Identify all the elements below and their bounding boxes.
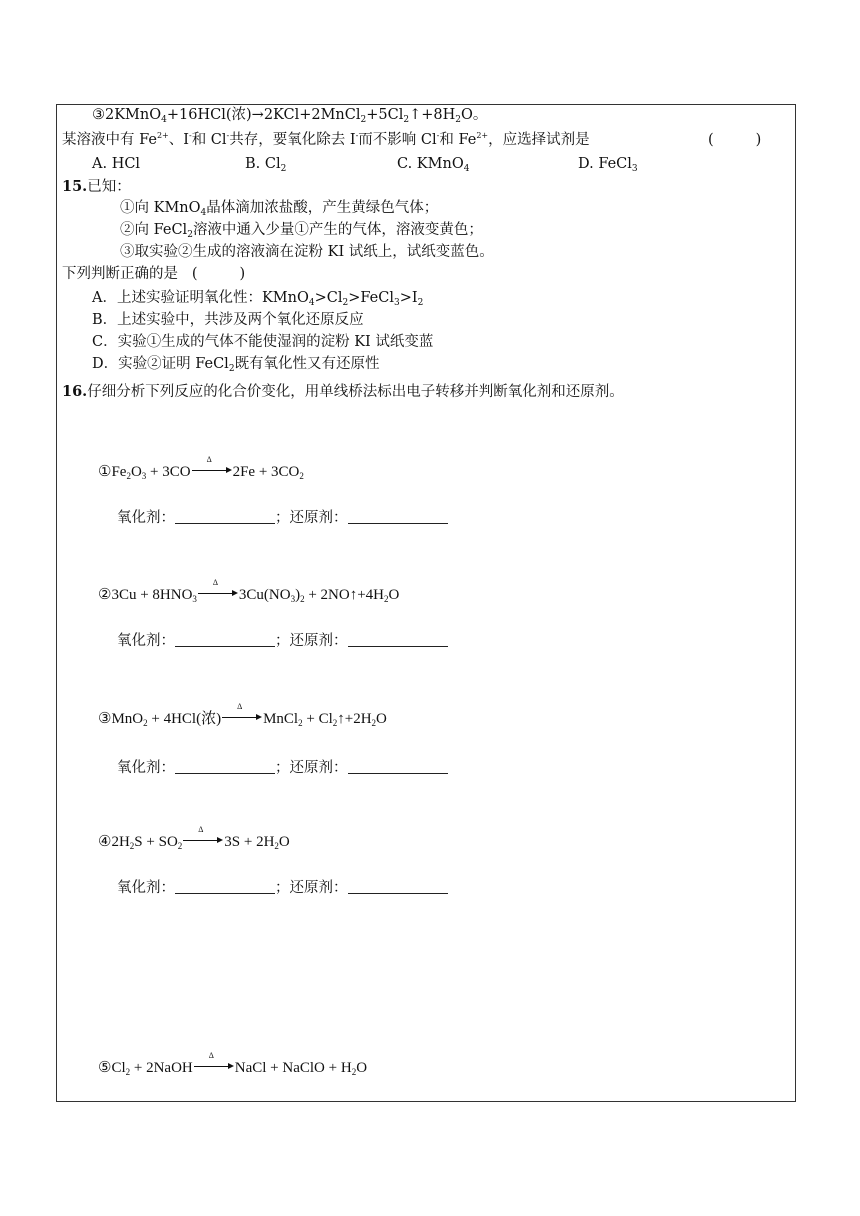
q14-option-b: B. $Cl_2$ <box>245 156 287 174</box>
q16-reaction-4: $④2H_2S + SO_2$ Δ $3S + 2H_2O$ <box>98 825 290 851</box>
q14-option-d: D. FeCl$_3$ <box>578 156 638 174</box>
q16-reaction-3: ③MnO$_2$ + 4HCl(浓) Δ MnCl$_2$ + $Cl_2↑+2H_2O$ <box>98 702 387 728</box>
reductant-blank-1[interactable] <box>348 509 448 524</box>
oxidant-blank-3[interactable] <box>175 759 275 774</box>
q16-title: 16.仔细分析下列反应的化合价变化，用单线桥法标出电子转移并判断氧化剂和还原剂。 <box>62 383 624 400</box>
q16-answer-line-4: 氧化剂： ；还原剂： <box>117 879 448 897</box>
q16-reaction-5: $⑤Cl_2$ + 2NaOH Δ NaCl + NaClO + $H_2O$ <box>98 1051 368 1077</box>
reductant-blank-4[interactable] <box>348 879 448 894</box>
q16-answer-line-2: 氧化剂： ；还原剂： <box>117 632 448 650</box>
q14-stem: 某溶液中有 $Fe^{2+}$、I-和 Cl-共存，要氧化除去 I-而不影响 Cl-和 $Fe^{2+}$，应选择试剂是 <box>62 131 590 148</box>
oxidant-blank-1[interactable] <box>175 509 275 524</box>
heating-arrow-icon: Δ <box>222 712 262 722</box>
q14-reaction-3: ③2KMnO$_4$+16HCl(浓)$\to 2KCl+2MnCl_2+5Cl_2↑+8H_2O$。 <box>92 107 488 125</box>
heating-arrow-icon: Δ <box>183 835 223 845</box>
q16-reaction-1: $①Fe_2O_3 + 3CO$ Δ $2Fe + 3CO_2$ <box>98 455 304 481</box>
q15-experiment-2: ②向 FeCl$_2$溶液中通入少量①产生的气体，溶液变黄色； <box>120 222 483 240</box>
q16-answer-line-3: 氧化剂： ；还原剂： <box>117 759 448 777</box>
q15-option-d: D．实验②证明 FeCl$_2$既有氧化性又有还原性 <box>92 356 380 374</box>
q15-title: 15.已知： <box>62 178 131 195</box>
reductant-blank-3[interactable] <box>348 759 448 774</box>
q15-option-c: C．实验①生成的气体不能使湿润的淀粉 KI 试纸变蓝 <box>92 334 434 350</box>
q15-experiment-3: ③取实验②生成的溶液滴在淀粉 KI 试纸上，试纸变蓝色。 <box>120 244 494 260</box>
oxidant-blank-2[interactable] <box>175 632 275 647</box>
heating-arrow-icon: Δ <box>194 1061 234 1071</box>
oxidant-blank-4[interactable] <box>175 879 275 894</box>
reductant-blank-2[interactable] <box>348 632 448 647</box>
q15-option-a: A．上述实验证明氧化性：$KMnO_4>Cl_2>FeCl_3>I_2$ <box>92 290 424 308</box>
q14-option-a: A. HCl <box>92 156 141 172</box>
q14-option-c: C. KMnO$_4$ <box>397 156 470 174</box>
q15-ask: 下列判断正确的是 ( ) <box>62 266 246 282</box>
heating-arrow-icon: Δ <box>198 588 238 598</box>
q15-experiment-1: ①向 KMnO$_4$晶体滴加浓盐酸，产生黄绿色气体； <box>120 200 439 218</box>
q14-answer-paren: ( ) <box>708 132 762 148</box>
q15-option-b: B．上述实验中，共涉及两个氧化还原反应 <box>92 312 364 328</box>
q16-reaction-2: ②3Cu + $8HNO_3$ Δ $3Cu(NO_3)_2$ + $2NO↑+4H_2O$ <box>98 578 400 604</box>
heating-arrow-icon: Δ <box>192 465 232 475</box>
q16-answer-line-1: 氧化剂： ；还原剂： <box>117 509 448 527</box>
